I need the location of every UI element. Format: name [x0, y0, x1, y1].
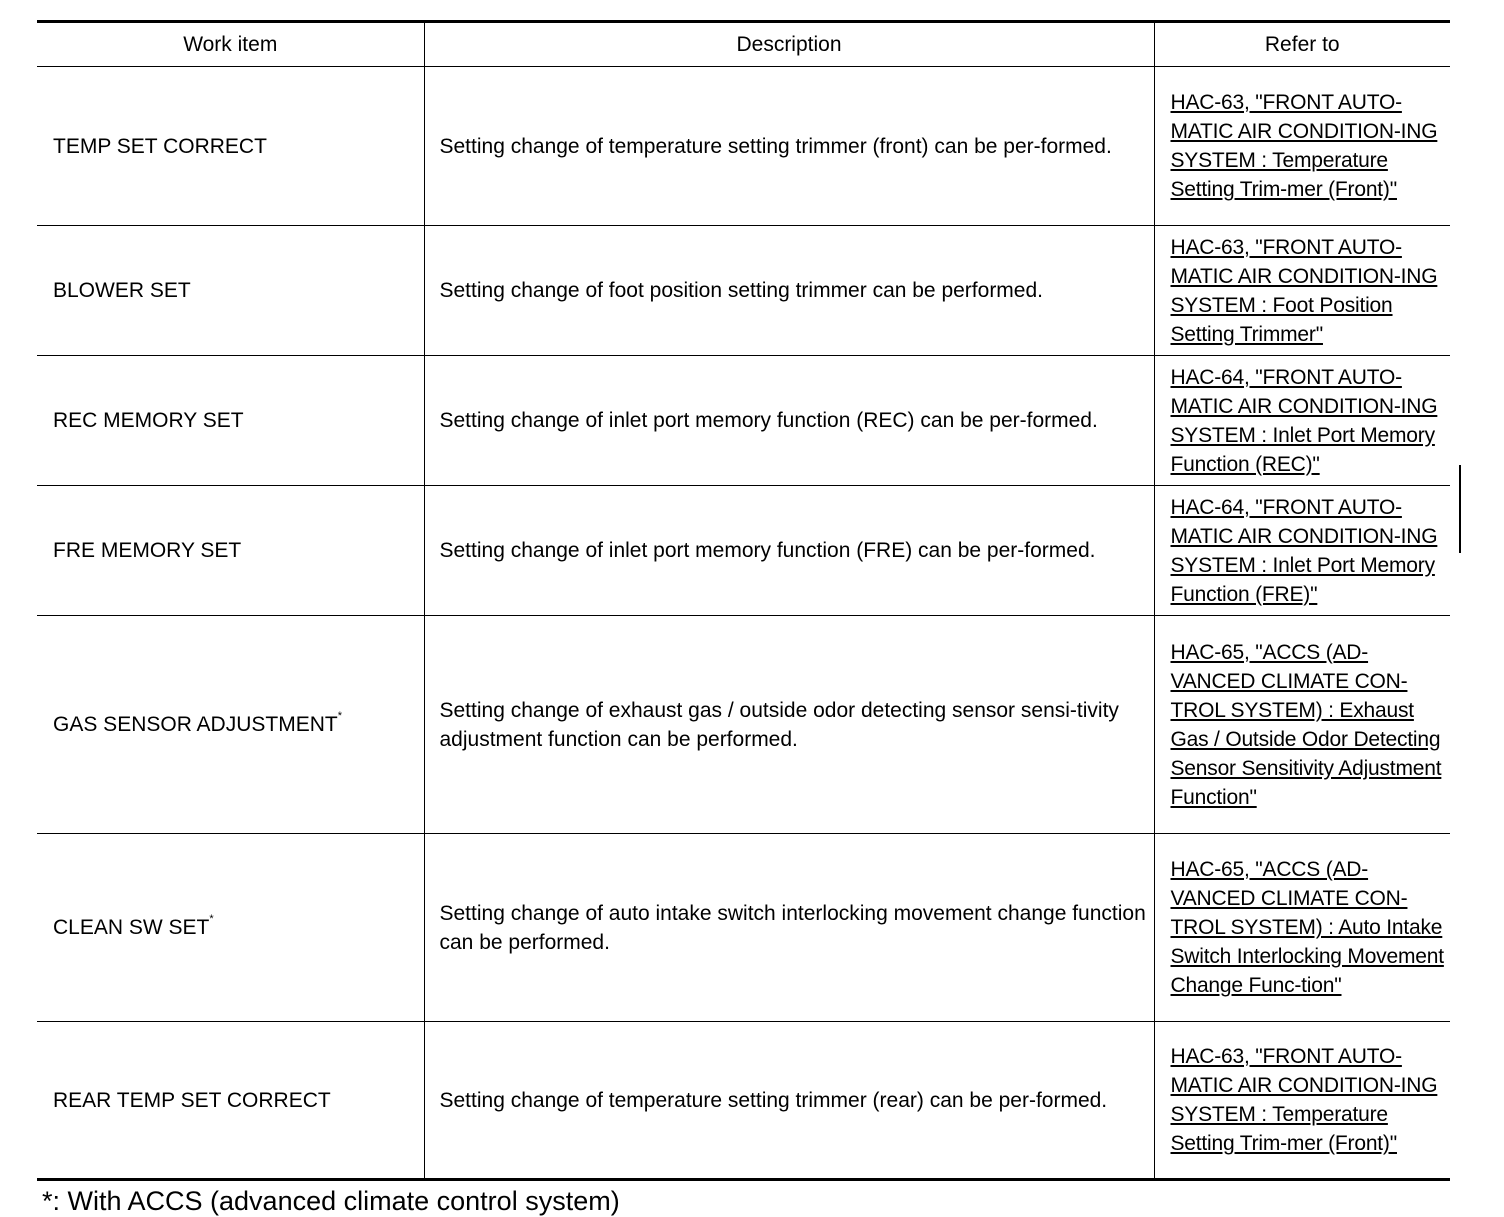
header-work-item: Work item [37, 22, 424, 67]
header-refer-to: Refer to [1154, 22, 1450, 67]
description-cell: Setting change of inlet port memory function (REC) can be per-formed. [424, 356, 1154, 486]
work-item-cell [37, 834, 424, 1022]
refer-link[interactable]: HAC-64, "FRONT AUTO-MATIC AIR CONDITION-ING SYSTEM : Inlet Port Memory Function (REC)" [1170, 365, 1438, 476]
refer-link[interactable]: HAC-65, "ACCS (AD-VANCED CLIMATE CON-TROL SYSTEM) : Auto Intake Switch Interlocking Movement Change Func-tion" [1170, 858, 1444, 997]
table-row [37, 67, 1450, 226]
work-item-label: REAR TEMP SET CORRECT [53, 1088, 331, 1112]
table-row [37, 226, 1450, 356]
refer-cell [1154, 1022, 1450, 1180]
refer-link[interactable]: HAC-63, "FRONT AUTO-MATIC AIR CONDITION-ING SYSTEM : Temperature Setting Trim-mer (Front)" [1170, 1045, 1438, 1155]
table-row [37, 616, 1450, 834]
work-item-cell [37, 356, 424, 486]
work-item-label: GAS SENSOR ADJUSTMENT [53, 713, 338, 736]
refer-link[interactable]: HAC-63, "FRONT AUTO-MATIC AIR CONDITION-ING SYSTEM : Temperature Setting Trim-mer (Front)" [1170, 91, 1438, 201]
refer-cell [1154, 486, 1450, 616]
table-header-row [37, 22, 1450, 67]
table-row [37, 356, 1450, 486]
work-item-cell [37, 67, 424, 226]
table-row [37, 1022, 1450, 1180]
footnote: *: With ACCS (advanced climate control system) [42, 1186, 620, 1216]
work-item-label: BLOWER SET [53, 279, 191, 302]
description-cell: Setting change of foot position setting trimmer can be performed. [424, 226, 1154, 356]
table-row [37, 834, 1450, 1022]
refer-cell [1154, 226, 1450, 356]
description-cell: Setting change of temperature setting trimmer (front) can be per-formed. [424, 67, 1154, 226]
asterisk-mark: * [337, 710, 342, 722]
description-cell: Setting change of temperature setting trimmer (rear) can be per-formed. [424, 1022, 1154, 1180]
work-item-label: CLEAN SW SET [53, 916, 210, 939]
work-item-label: REC MEMORY SET [53, 409, 244, 432]
work-item-cell [37, 1022, 424, 1180]
description-cell: Setting change of exhaust gas / outside odor detecting sensor sensi-tivity adjustment function can be performed. [424, 616, 1154, 834]
refer-cell [1154, 834, 1450, 1022]
work-item-cell [37, 616, 424, 834]
refer-cell [1154, 356, 1450, 486]
work-item-label: FRE MEMORY SET [53, 539, 242, 562]
refer-link[interactable]: HAC-63, "FRONT AUTO-MATIC AIR CONDITION-ING SYSTEM : Foot Position Setting Trimmer" [1170, 235, 1438, 346]
description-cell: Setting change of inlet port memory function (FRE) can be per-formed. [424, 486, 1154, 616]
refer-cell [1154, 616, 1450, 834]
work-item-cell [37, 486, 424, 616]
asterisk-mark: * [209, 913, 214, 925]
description-cell: Setting change of auto intake switch interlocking movement change function can be performed. [424, 834, 1154, 1022]
work-item-cell [37, 226, 424, 356]
refer-link[interactable]: HAC-64, "FRONT AUTO-MATIC AIR CONDITION-ING SYSTEM : Inlet Port Memory Function (FRE)" [1170, 495, 1438, 606]
refer-cell [1154, 67, 1450, 226]
revision-change-bar [1459, 465, 1461, 553]
work-item-label: TEMP SET CORRECT [53, 134, 267, 158]
header-description: Description [424, 22, 1154, 67]
refer-link[interactable]: HAC-65, "ACCS (AD-VANCED CLIMATE CON-TROL SYSTEM) : Exhaust Gas / Outside Odor Detecting Sensor Sensitivity Adjustment Function" [1170, 640, 1442, 809]
work-item-table [37, 20, 1450, 1181]
table-row [37, 486, 1450, 616]
